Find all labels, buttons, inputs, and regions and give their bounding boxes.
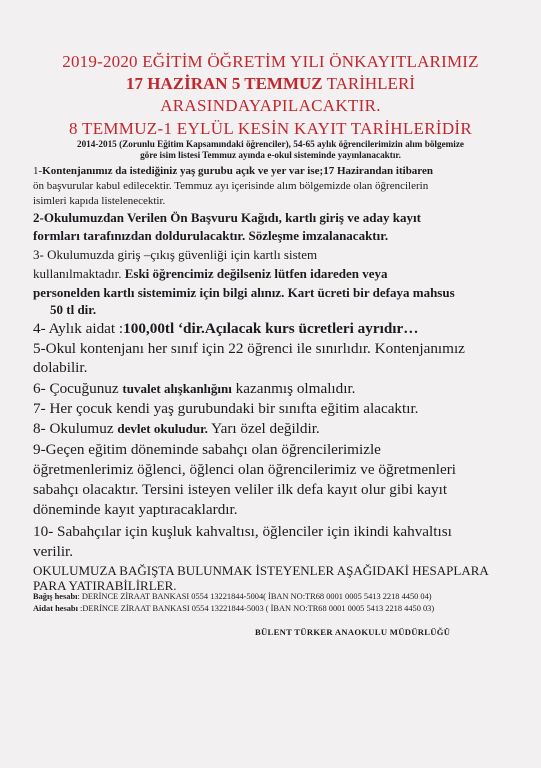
item-8-line-1: [33, 420, 320, 438]
item-9-line-4: döneminde kayıt yaptıracaklardır.: [33, 501, 238, 518]
item-1-line-3: isimleri kapıda listelenecektir.: [33, 195, 166, 207]
item-1-line-2: ön başvurular kabul edilecektir. Temmuz ayı içerisinde alım bölgemizde olan öğrencilerin: [33, 180, 429, 192]
subnote-line-2: göre isim listesi Temmuz ayında e-okul sisteminde yayınlanacaktır.: [140, 150, 401, 160]
bagis-account: [33, 592, 432, 601]
item-9-line-1: 9-Geçen eğitim döneminde sabahçı olan öğrencilerimizle: [33, 441, 381, 458]
item-3-line-1: 3- Okulumuzda giriş –çıkış güvenliği için kartlı sistem: [33, 247, 318, 262]
item-9-line-2: öğretmenlerimiz öğlenci, öğlenci olan öğrencilerimiz ve öğretmenleri: [33, 461, 456, 478]
heading-line-3: ARASINDAYAPILACAKTIR.: [160, 96, 381, 115]
item-6-text-rest: kazanmış olmalıdır.: [231, 380, 356, 397]
item-5-line-2: dolabilir.: [33, 359, 88, 376]
heading-line-4: 8 TEMMUZ-1 EYLÜL KESİN KAYIT TARİHLERİDİR: [68, 119, 473, 138]
item-1-text-bold: Kontenjanımız da istediğiniz yaş gurubu açık ve yer var ise;17 Hazirandan itibaren: [42, 165, 433, 177]
item-1-number: 1-: [33, 165, 43, 177]
aidat-account-value: :DERİNCE ZİRAAT BANKASI 0554 13221844-5003 ( İBAN NO:TR68 0001 0005 5413 2218 4450 03): [77, 604, 435, 613]
item-4-text-bold: 100,00tl ‘dir.Açılacak kurs ücretleri ayrıdır…: [123, 320, 419, 337]
signature: BÜLENT TÜRKER ANAOKULU MÜDÜRLÜĞÜ: [255, 627, 451, 637]
item-3-line-3: personelden kartlı sistemimiz için bilgi alınız. Kart ücreti bir defaya mahsus: [33, 285, 455, 300]
donation-line-2: PARA YATIRABİLİRLER.: [33, 578, 177, 593]
item-3-line-4: 50 tl dir.: [50, 302, 97, 317]
item-9-line-3: sabahçı olacaktır. Tersini isteyen veliler ilk defa kayıt olur gibi kayıt: [33, 481, 448, 498]
item-5-line-1: 5-Okul kontenjanı her sınıf için 22 öğrenci ile sınırlıdır. Kontenjanımız: [33, 340, 465, 357]
item-3-line-2: [33, 266, 387, 282]
aidat-account-label: Aidat hesabı: [33, 604, 78, 613]
heading-line-1: 2019-2020 EĞİTİM ÖĞRETİM YILI ÖNKAYITLARIMIZ: [62, 52, 479, 71]
subnote-line-1: 2014-2015 (Zorunlu Eğitim Kapsamındaki öğrenciler), 54-65 aylık öğrencilerimizin alım bölgemize: [76, 139, 465, 149]
item-4-text-normal: 4- Aylık aidat :: [33, 320, 124, 337]
item-8-text-rest: Yarı özel değildir.: [207, 420, 320, 437]
item-10-line-1: 10- Sabahçılar için kuşluk kahvaltısı, öğlenciler için ikindi kahvaltısı: [33, 523, 452, 540]
donation-line-1: OKULUMUZA BAĞIŞTA BULUNMAK İSTEYENLER AŞAĞIDAKİ HESAPLARA: [33, 563, 489, 578]
item-6-line-1: [33, 380, 355, 398]
item-7-line-1: 7- Her çocuk kendi yaş gurubundaki bir sınıfta eğitim alacaktır.: [33, 400, 419, 417]
bagis-account-value: : DERİNCE ZİRAAT BANKASI 0554 13221844-5004( İBAN NO:TR68 0001 0005 5413 2218 4450 04): [77, 592, 432, 601]
item-3-text-bold: Eski öğrencimiz değilseniz lütfen idareden veya: [124, 266, 388, 281]
item-2-line-2: formları tarafınızdan doldurulacaktır. Sözleşme imzalanacaktır.: [33, 228, 389, 243]
item-1-line-1: [33, 165, 433, 177]
item-6-text-bold: tuvalet alışkanlığını: [122, 381, 232, 396]
item-8-text-normal: 8- Okulumuz: [33, 420, 118, 437]
heading-dates-rest: TARİHLERİ: [322, 74, 415, 93]
item-8-text-bold: devlet okuludur.: [117, 421, 208, 436]
aidat-account: [33, 604, 434, 613]
bagis-account-label: Bağış hesabı: [33, 592, 78, 601]
item-3-text-normal: kullanılmaktadır.: [33, 266, 125, 281]
item-6-text-normal: 6- Çocuğunuz: [33, 380, 123, 397]
item-2-line-1: 2-Okulumuzdan Verilen Ön Başvuru Kağıdı, kartlı giriş ve aday kayıt: [33, 210, 421, 225]
item-10-line-2: verilir.: [33, 543, 74, 560]
item-4-line-1: [33, 320, 418, 338]
heading-dates: 17 HAZİRAN 5 TEMMUZ: [126, 74, 323, 93]
heading-line-2: [0, 74, 541, 94]
